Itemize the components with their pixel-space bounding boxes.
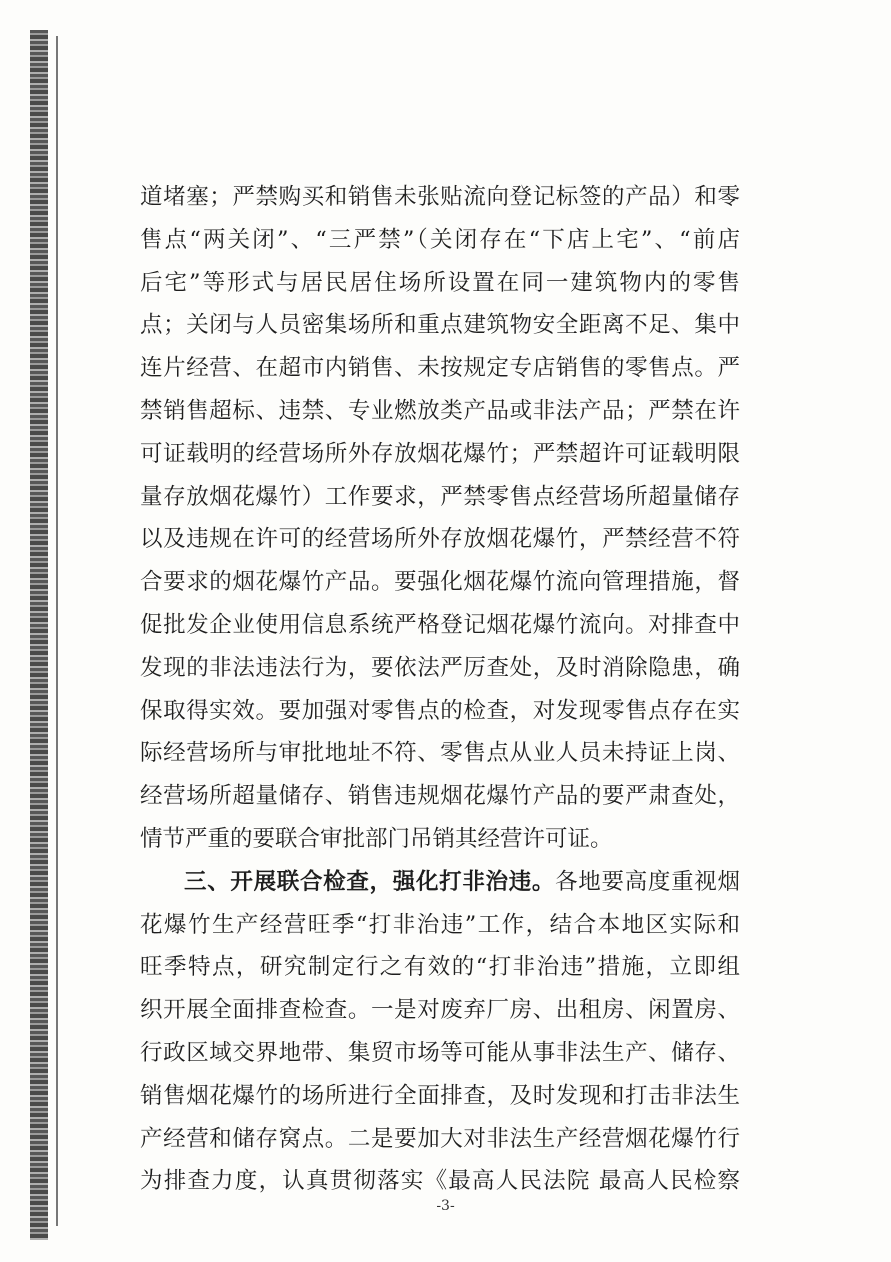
text-line: 合要求的烟花爆竹产品。要强化烟花爆竹流向管理措施，督: [140, 569, 740, 596]
text-line: 为排查力度，认真贯彻落实《最高人民法院 最高人民检察: [140, 1168, 740, 1195]
text-line: 后宅”等形式与居民居住场所设置在同一建筑物内的零售: [140, 269, 740, 296]
text-line: 行政区域交界地带、集贸市场等可能从事非法生产、储存、: [140, 1039, 740, 1066]
text-line: 促批发企业使用信息系统严格登记烟花爆竹流向。对排查中: [140, 611, 740, 638]
text-line: 道堵塞；严禁购买和销售未张贴流向登记标签的产品）和零: [140, 184, 740, 210]
text-line: 销售烟花爆竹的场所进行全面排查，及时发现和打击非法生: [140, 1082, 740, 1109]
section-heading-line: [140, 861, 740, 904]
scan-binding-edge: [30, 30, 48, 1240]
text-line: 经营场所超量储存、销售违规烟花爆竹产品的要严肃查处，: [140, 783, 740, 810]
text-line: 花爆竹生产经营旺季“打非治违”工作，结合本地区实际和: [140, 911, 740, 938]
text-line: 发现的非法违法行为，要依法严厉查处，及时消除隐患，确: [140, 654, 740, 681]
text-line: 禁销售超标、违禁、专业燃放类产品或非法产品；严禁在许: [140, 397, 740, 424]
body-text: [140, 176, 740, 1203]
text-line: 以及违规在许可的经营场所外存放烟花爆竹，严禁经营不符: [140, 526, 740, 553]
section-text: 各地要高度重视烟: [555, 868, 740, 895]
text-line: 产经营和储存窝点。二是要加大对非法生产经营烟花爆竹行: [140, 1125, 740, 1152]
text-line: 织开展全面排查检查。一是对废弃厂房、出租房、闲置房、: [140, 997, 740, 1024]
text-line: 点；关闭与人员密集场所和重点建筑物安全距离不足、集中: [140, 312, 740, 339]
text-line: 际经营场所与审批地址不符、零售点从业人员未持证上岗、: [140, 740, 740, 767]
text-line: 可证载明的经营场所外存放烟花爆竹；严禁超许可证载明限: [140, 440, 740, 467]
text-line: 量存放烟花爆竹）工作要求，严禁零售点经营场所超量储存: [140, 483, 740, 510]
text-line: 保取得实效。要加强对零售点的检查，对发现零售点存在实: [140, 697, 740, 724]
section-heading: 三、开展联合检查，强化打非治违。: [184, 868, 556, 895]
scan-margin-line: [56, 36, 58, 1226]
page-number: -3-: [436, 1198, 455, 1214]
text-line: 售点“两关闭”、“三严禁”（关闭存在“下店上宅”、“前店: [140, 226, 740, 253]
text-line: 情节严重的要联合审批部门吊销其经营许可证。: [140, 825, 613, 852]
text-line: 连片经营、在超市内销售、未按规定专店销售的零售点。严: [140, 355, 740, 382]
text-line: 旺季特点，研究制定行之有效的“打非治违”措施，立即组: [140, 954, 740, 981]
